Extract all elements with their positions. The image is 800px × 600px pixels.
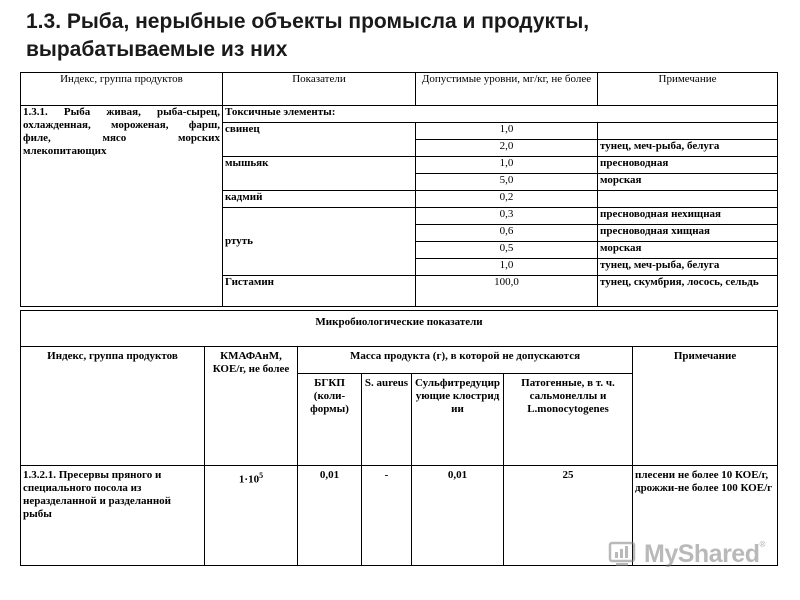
header-indicators: Показатели bbox=[223, 73, 416, 106]
header-note: Примечание bbox=[633, 347, 778, 466]
value-cell: 2,0 bbox=[416, 140, 598, 157]
note-cell: плесени не более 10 КОЕ/г, дрожжи-не более 100 КОЕ/г bbox=[633, 466, 778, 566]
note-cell: морская bbox=[598, 174, 778, 191]
subheader-s-aureus: S. aureus bbox=[362, 374, 412, 466]
table-row bbox=[21, 106, 778, 123]
indicator-cadmium: кадмий bbox=[223, 191, 416, 208]
value-cell: 0,6 bbox=[416, 225, 598, 242]
note-cell: пресноводная нехищная bbox=[598, 208, 778, 225]
value-cell: 0,3 bbox=[416, 208, 598, 225]
header-kmafanm: КМАФАнМ, КОЕ/г, не более bbox=[205, 347, 298, 466]
myshared-logo-icon bbox=[608, 539, 638, 569]
indicator-lead: свинец bbox=[223, 123, 416, 157]
kmafanm-exponent: 5 bbox=[259, 471, 264, 480]
subheader-sulfite-clostridia: Сульфитредуцирующие клостридии bbox=[412, 374, 504, 466]
product-index-cell: 1.3.2.1. Пресервы пряного и специального посола из неразделанной и разделанной рыбы bbox=[21, 466, 205, 566]
note-cell: тунец, скумбрия, лосось, сельдь bbox=[598, 276, 778, 307]
product-group-cell bbox=[21, 106, 223, 307]
value-cell: 0,5 bbox=[416, 242, 598, 259]
watermark-label: MyShared bbox=[644, 539, 760, 568]
header-permissible-levels: Допустимые уровни, мг/кг, не более bbox=[416, 73, 598, 106]
sulfite-value: 0,01 bbox=[412, 466, 504, 566]
page-title-line-1: 1.3. Рыба, нерыбные объекты промысла и продукты, bbox=[26, 10, 590, 33]
note-cell: тунец, меч-рыба, белуга bbox=[598, 259, 778, 276]
table-header-row bbox=[21, 73, 778, 106]
value-cell: 0,2 bbox=[416, 191, 598, 208]
header-index-group: Индекс, группа продуктов bbox=[21, 347, 205, 466]
value-cell: 1,0 bbox=[416, 259, 598, 276]
header-product-mass: Масса продукта (г), в которой не допускаются bbox=[298, 347, 633, 374]
value-cell: 100,0 bbox=[416, 276, 598, 307]
watermark-text bbox=[644, 540, 765, 569]
header-note: Примечание bbox=[598, 73, 778, 106]
subheader-pathogens: Патогенные, в т. ч. сальмонеллы и L.monocytogenes bbox=[504, 374, 633, 466]
bgkp-value: 0,01 bbox=[298, 466, 362, 566]
indicator-mercury: ртуть bbox=[223, 208, 416, 276]
page-title bbox=[26, 8, 786, 64]
section-title-row bbox=[21, 311, 778, 347]
note-cell: пресноводная bbox=[598, 157, 778, 174]
pathogen-value: 25 bbox=[504, 466, 633, 566]
header-index-group: Индекс, группа продуктов bbox=[21, 73, 223, 106]
kmafanm-base: 1·10 bbox=[238, 473, 260, 486]
note-cell: тунец, меч-рыба, белуга bbox=[598, 140, 778, 157]
value-cell: 1,0 bbox=[416, 123, 598, 140]
microbiological-table bbox=[20, 310, 778, 566]
indicator-histamine: Гистамин bbox=[223, 276, 416, 307]
note-cell bbox=[598, 123, 778, 140]
page-title-line-2: вырабатываемые из них bbox=[26, 38, 288, 61]
toxic-elements-label: Токсичные элементы: bbox=[223, 106, 778, 123]
microbiological-section-title: Микробиологические показатели bbox=[21, 311, 778, 347]
value-cell: 1,0 bbox=[416, 157, 598, 174]
group-line: охлажденная, мороженая, фарш, bbox=[23, 119, 220, 131]
kmafanm-value bbox=[205, 466, 298, 566]
note-cell: пресноводная хищная bbox=[598, 225, 778, 242]
group-line: млекопитающих bbox=[23, 145, 107, 157]
indicator-arsenic: мышьяк bbox=[223, 157, 416, 191]
subheader-bgkp: БГКП (коли-формы) bbox=[298, 374, 362, 466]
s-aureus-value: - bbox=[362, 466, 412, 566]
group-line: филе, мясо морских bbox=[23, 132, 220, 144]
toxic-elements-table bbox=[20, 72, 778, 307]
group-line: 1.3.1. Рыба живая, рыба-сырец, bbox=[23, 106, 220, 118]
value-cell: 5,0 bbox=[416, 174, 598, 191]
note-cell bbox=[598, 191, 778, 208]
note-cell: морская bbox=[598, 242, 778, 259]
myshared-watermark bbox=[608, 534, 778, 574]
table-header-row bbox=[21, 347, 778, 374]
watermark-registered: ® bbox=[759, 539, 765, 549]
